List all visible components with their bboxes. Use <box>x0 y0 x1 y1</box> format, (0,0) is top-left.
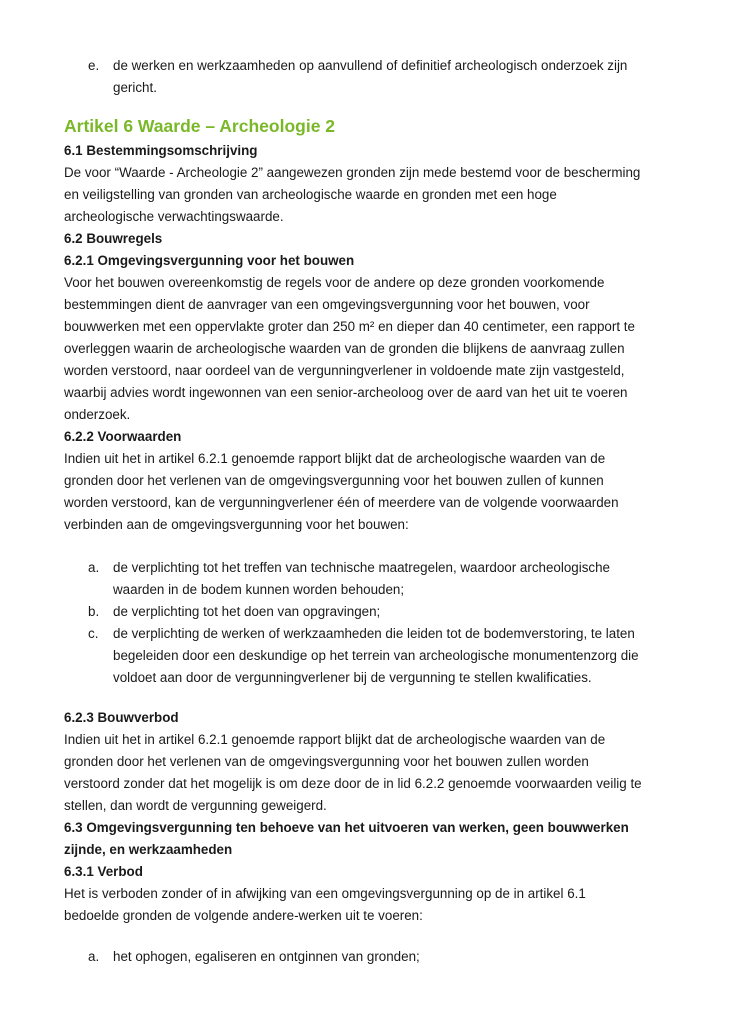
section-heading-6-3-1: 6.3.1 Verbod <box>64 864 143 879</box>
section-text-6-1: De voor “Waarde - Archeologie 2” aangewezen gronden zijn mede bestemd voor de bescherming en veiligstelling van gronden van archeologische waarde en gronden met een hoge archeologische verwachtingswaarde. <box>64 165 641 224</box>
list-item-text: de verplichting tot het treffen van technische maatregelen, waardoor archeologische waarden in de bodem kunnen worden behouden; <box>113 560 610 597</box>
section-heading-6-2-2: 6.2.2 Voorwaarden <box>64 429 182 444</box>
list-marker: b. <box>88 604 100 619</box>
list-item-a-2 <box>88 946 674 968</box>
list-marker: e. <box>88 58 100 73</box>
list-item-text: de verplichting tot het doen van opgravingen; <box>113 604 381 619</box>
section-text-6-3-1: Het is verboden zonder of in afwijking van een omgevingsvergunning op de in artikel 6.1 bedoelde gronden de volgende andere-werken uit te voeren: <box>64 886 586 923</box>
list-marker: c. <box>88 626 99 641</box>
list-item-b <box>88 601 674 623</box>
list-item-text: de werken en werkzaamheden op aanvullend of definitief archeologisch onderzoek zijn gericht. <box>113 58 628 95</box>
section-heading-6-3: 6.3 Omgevingsvergunning ten behoeve van het uitvoeren van werken, geen bouwwerken zijnde, en werkzaamheden <box>64 820 629 857</box>
section-heading-6-2-1: 6.2.1 Omgevingsvergunning voor het bouwen <box>64 253 355 268</box>
list-item-e <box>88 55 674 99</box>
list-item-c <box>88 623 674 689</box>
article-title: Artikel 6 Waarde – Archeologie 2 <box>64 116 336 136</box>
section-heading-6-1: 6.1 Bestemmingsomschrijving <box>64 143 258 158</box>
list-item-a <box>88 557 674 601</box>
list-item-text: het ophogen, egaliseren en ontginnen van gronden; <box>113 949 420 964</box>
list-item-text: de verplichting de werken of werkzaamheden die leiden tot de bodemverstoring, te laten begeleiden door een deskundige op het terrein van archeologische monumentenzorg die voldoet aan door de vergunningverlener bij de vergunning te stellen kwalificaties. <box>113 626 639 685</box>
section-text-6-2-3: Indien uit het in artikel 6.2.1 genoemde rapport blijkt dat de archeologische waarden van de gronden door het verlenen van de omgevingsvergunning voor het bouwen zullen worden verstoord zonder dat het mogelijk is om deze door de in lid 6.2.2 genoemde voorwaarden veilig te stellen, dan wordt de vergunning geweigerd. <box>64 732 642 813</box>
list-marker: a. <box>88 560 100 575</box>
section-heading-6-2: 6.2 Bouwregels <box>64 231 163 246</box>
section-heading-6-2-3: 6.2.3 Bouwverbod <box>64 710 179 725</box>
list-marker: a. <box>88 949 100 964</box>
section-text-6-2-1: Voor het bouwen overeenkomstig de regels voor de andere op deze gronden voorkomende bestemmingen dient de aanvrager van een omgevingsvergunning voor het bouwen, voor bouwwerken met een oppervlakte groter dan 250 m² en dieper dan 40 centimeter, een rapport te overleggen waarin de archeologische waarden van de gronden die blijkens de aanvraag zullen worden verstoord, naar oordeel van de vergunningverlener in voldoende mate zijn vastgesteld, waarbij advies wordt ingewonnen van een senior-archeoloog over de aard van het uit te voeren onderzoek. <box>64 275 635 422</box>
section-text-6-2-2: Indien uit het in artikel 6.2.1 genoemde rapport blijkt dat de archeologische waarden van de gronden door het verlenen van de omgevingsvergunning voor het bouwen zullen of kunnen worden verstoord, kan de vergunningverlener één of meerdere van de volgende voorwaarden verbinden aan de omgevingsvergunning voor het bouwen: <box>64 451 619 532</box>
